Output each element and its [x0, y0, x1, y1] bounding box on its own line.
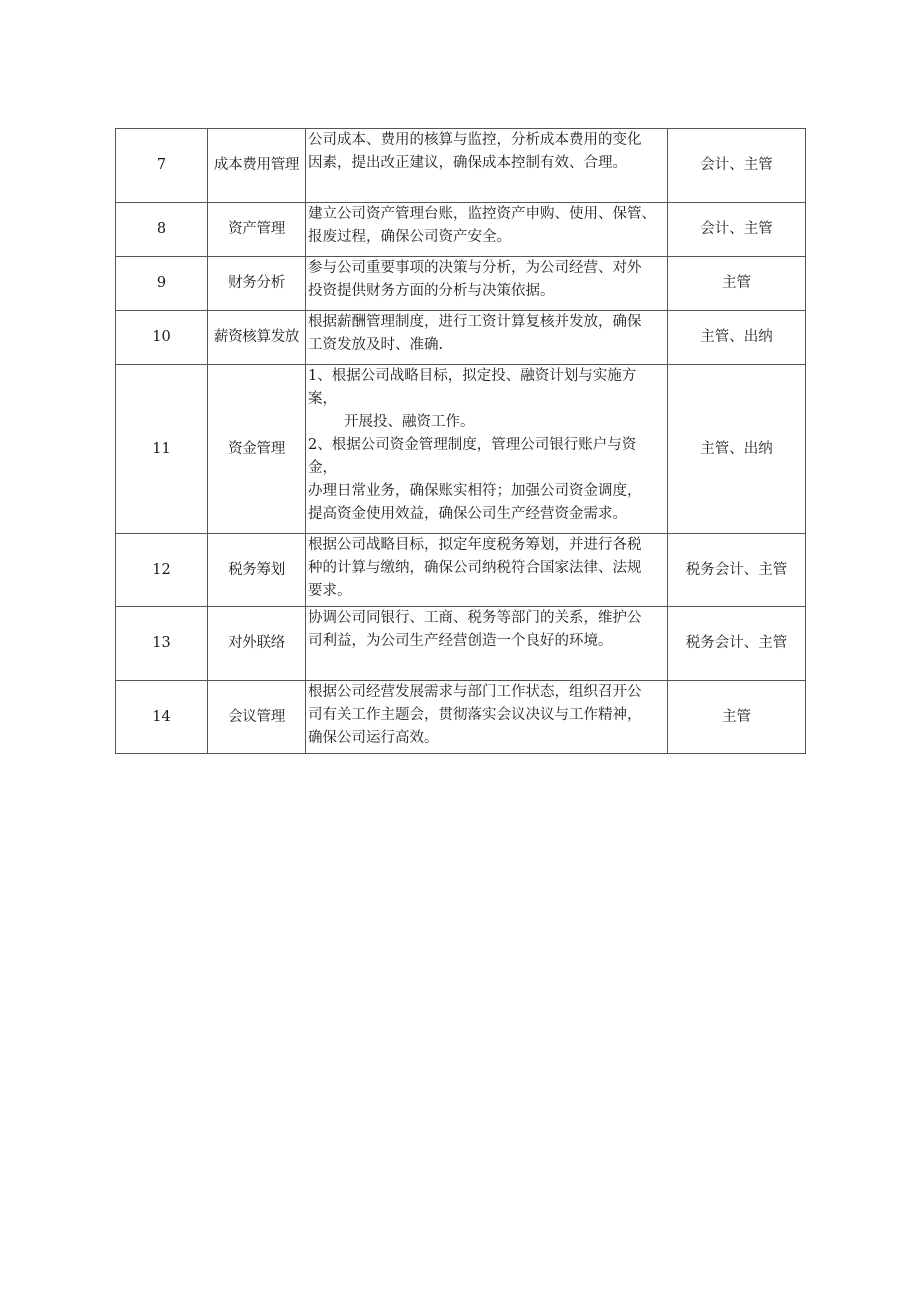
table-row	[116, 129, 806, 203]
table-row	[116, 257, 806, 311]
responsible-person: 会计、主管	[668, 129, 806, 203]
description-line: 工资发放及时、准确.	[308, 337, 444, 353]
table-row	[116, 203, 806, 257]
description-line: 提高资金使用效益，确保公司生产经营资金需求。	[308, 506, 627, 522]
duty-item: 成本费用管理	[208, 129, 306, 203]
description-line: 办理日常业务，确保账实相符；加强公司资金调度，	[308, 483, 642, 499]
responsible-person: 主管、出纳	[668, 311, 806, 365]
duty-item: 财务分析	[208, 257, 306, 311]
duty-description	[306, 607, 668, 681]
duty-item: 薪资核算发放	[208, 311, 306, 365]
duty-description	[306, 203, 668, 257]
duty-description	[306, 311, 668, 365]
description-line: 司利益，为公司生产经营创造一个良好的环境。	[308, 633, 613, 649]
description-line: 1、根据公司战略目标，拟定投、融资计划与实施方案，	[308, 368, 637, 407]
description-line: 报废过程，确保公司资产安全。	[308, 229, 511, 245]
description-line: 2、根据公司资金管理制度，管理公司银行账户与资金，	[308, 437, 637, 476]
table-row	[116, 681, 806, 754]
duty-item: 资金管理	[208, 365, 306, 534]
row-number: 13	[116, 607, 208, 681]
duty-description	[306, 129, 668, 203]
duty-table	[115, 128, 806, 754]
description-line: 协调公司同银行、工商、税务等部门的关系，维护公	[308, 610, 642, 626]
description-line: 种的计算与缴纳，确保公司纳税符合国家法律、法规	[308, 560, 642, 576]
row-number: 14	[116, 681, 208, 754]
description-line: 开展投、融资工作。	[344, 414, 475, 430]
table-row	[116, 311, 806, 365]
duty-item: 会议管理	[208, 681, 306, 754]
duty-item: 税务筹划	[208, 534, 306, 607]
description-line: 确保公司运行高效。	[308, 730, 439, 746]
description-line: 根据薪酬管理制度，进行工资计算复核并发放，确保	[308, 314, 642, 330]
duty-item: 资产管理	[208, 203, 306, 257]
description-line: 因素，提出改正建议，确保成本控制有效、合理。	[308, 155, 627, 171]
description-line: 要求。	[308, 583, 352, 599]
duty-description	[306, 365, 668, 534]
table-row	[116, 534, 806, 607]
description-line: 参与公司重要事项的决策与分析，为公司经营、对外	[308, 260, 642, 276]
description-line: 建立公司资产管理台账，监控资产申购、使用、保管、	[308, 206, 656, 222]
description-line: 投资提供财务方面的分析与决策依据。	[308, 283, 555, 299]
description-line: 司有关工作主题会，贯彻落实会议决议与工作精神，	[308, 707, 642, 723]
responsible-person: 税务会计、主管	[668, 607, 806, 681]
responsible-person: 主管、出纳	[668, 365, 806, 534]
row-number: 9	[116, 257, 208, 311]
description-paragraph	[308, 434, 665, 526]
duty-description	[306, 534, 668, 607]
responsible-person: 主管	[668, 681, 806, 754]
duty-item: 对外联络	[208, 607, 306, 681]
description-line: 根据公司战略目标，拟定年度税务筹划，并进行各税	[308, 537, 642, 553]
row-number: 11	[116, 365, 208, 534]
duty-description	[306, 681, 668, 754]
table-row	[116, 365, 806, 534]
row-number: 12	[116, 534, 208, 607]
row-number: 7	[116, 129, 208, 203]
duty-description	[306, 257, 668, 311]
row-number: 8	[116, 203, 208, 257]
description-line: 公司成本、费用的核算与监控，分析成本费用的变化	[308, 132, 642, 148]
description-line: 根据公司经营发展需求与部门工作状态，组织召开公	[308, 684, 642, 700]
description-paragraph	[308, 365, 665, 434]
responsible-person: 主管	[668, 257, 806, 311]
responsible-person: 会计、主管	[668, 203, 806, 257]
table-row	[116, 607, 806, 681]
responsible-person: 税务会计、主管	[668, 534, 806, 607]
row-number: 10	[116, 311, 208, 365]
